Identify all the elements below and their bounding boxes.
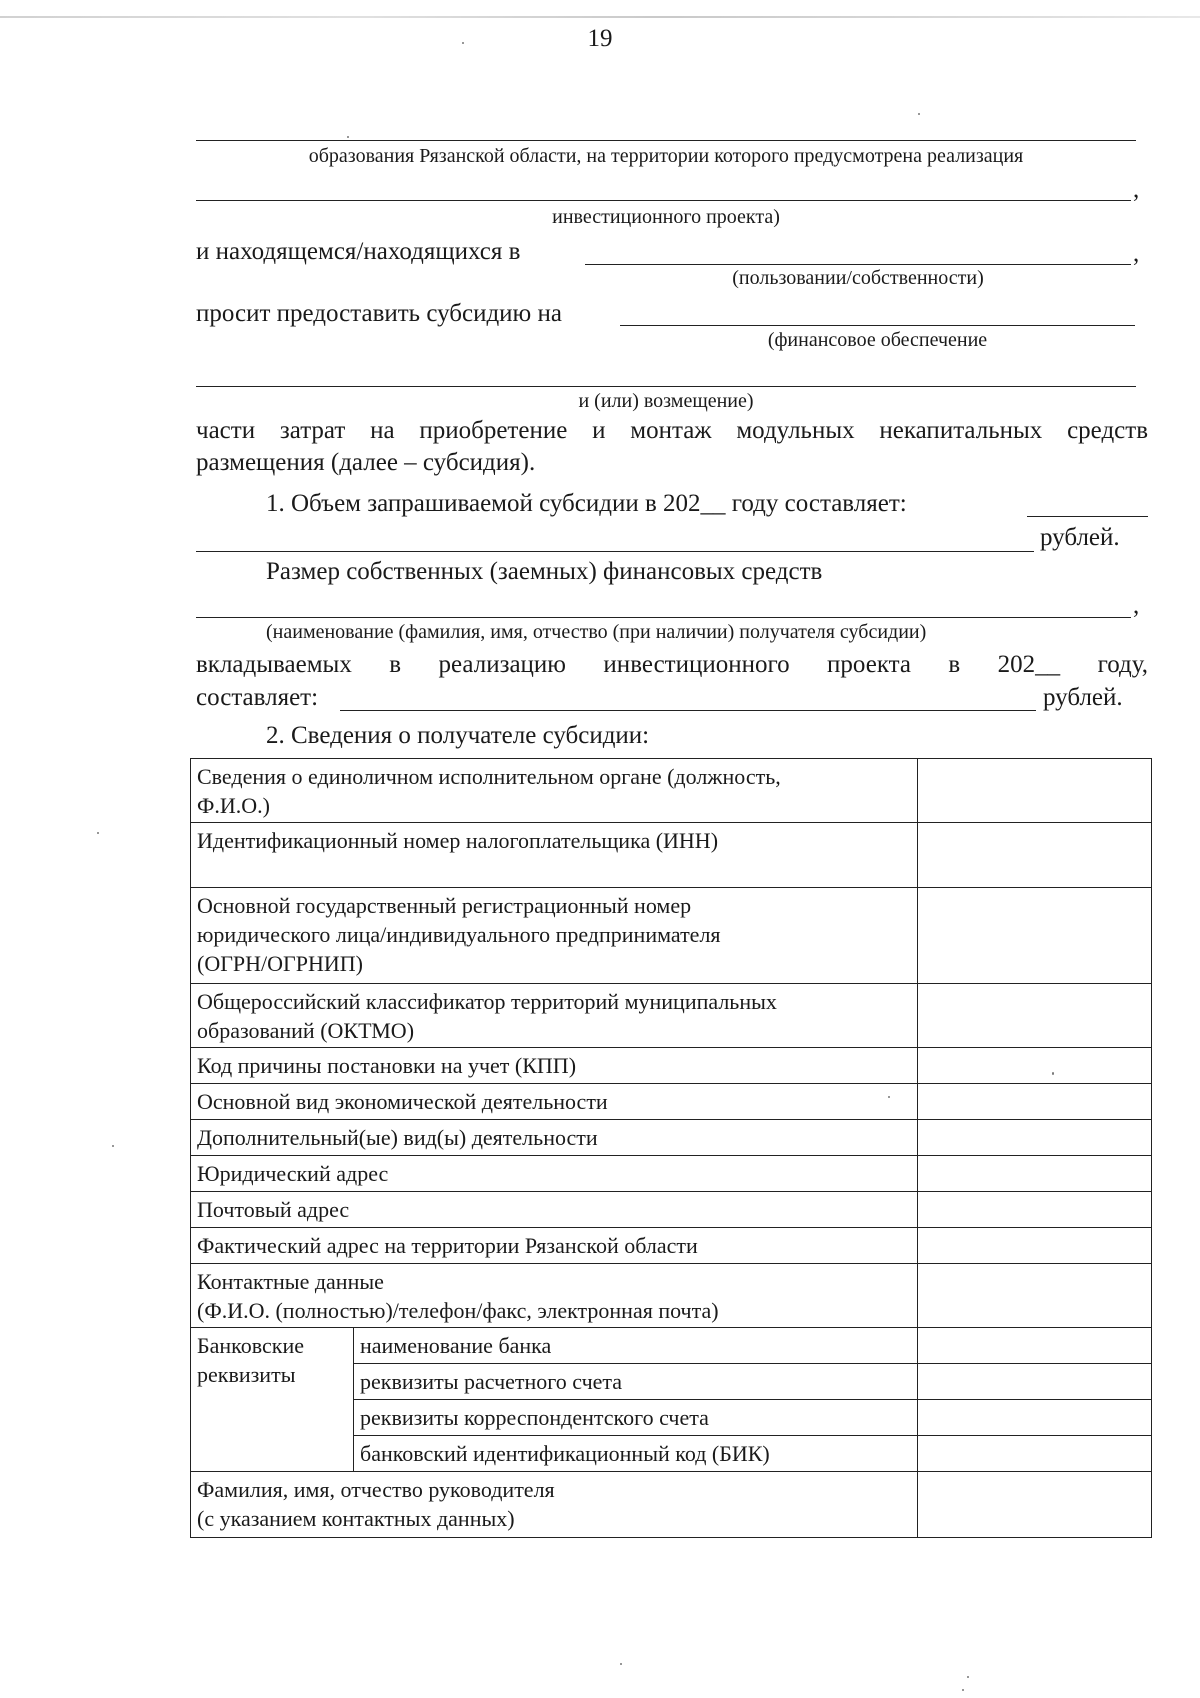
scan-speck: [462, 42, 464, 44]
value-cell[interactable]: [918, 1400, 1152, 1436]
value-cell[interactable]: [918, 1156, 1152, 1192]
table-row: [191, 1228, 1152, 1264]
row-label: Фамилия, имя, отчество руководителя (с указанием контактных данных): [191, 1472, 918, 1538]
section2-title: 2. Сведения о получателе субсидии:: [266, 722, 650, 749]
row-label: Юридический адрес: [191, 1156, 918, 1192]
value-cell[interactable]: [918, 1436, 1152, 1472]
located-label: и находящемся/находящихся в: [196, 238, 521, 265]
caption-municipality: образования Рязанской области, на территории которого предусмотрена реализация: [308, 145, 1024, 167]
table-row: [191, 1192, 1152, 1228]
blank-line: [196, 617, 1131, 618]
value-cell[interactable]: [918, 1048, 1152, 1084]
blank-line: [1027, 516, 1148, 517]
bank-item-label: банковский идентификационный код (БИК): [354, 1436, 918, 1472]
value-cell[interactable]: [918, 1264, 1152, 1328]
scan-speck: [347, 136, 349, 138]
table-row: [191, 1120, 1152, 1156]
line-end-comma: ,: [1133, 240, 1140, 267]
bank-item-label: реквизиты расчетного счета: [354, 1364, 918, 1400]
blank-line: [196, 140, 1136, 141]
scan-speck: [918, 113, 920, 115]
bank-item-label: реквизиты корреспондентского счета: [354, 1400, 918, 1436]
paragraph-line: части затрат на приобретение и монтаж модульных некапитальных средств: [196, 417, 1148, 444]
blank-line: [196, 200, 1131, 201]
line-end-comma: ,: [1133, 592, 1140, 619]
recipient-info-table: [190, 758, 1152, 1538]
table-row: [191, 1156, 1152, 1192]
caption-use-ownership: (пользовании/собственности): [732, 267, 984, 289]
scan-speck: [97, 832, 99, 834]
request-label: просит предоставить субсидию на: [196, 300, 562, 327]
row-label: Основной вид экономической деятельности: [191, 1084, 918, 1120]
amount-label: составляет:: [196, 684, 319, 711]
scan-speck: [112, 1145, 114, 1147]
scan-speck: [620, 1663, 622, 1665]
table-row: [191, 823, 1152, 888]
scan-edge: [0, 16, 1200, 18]
scan-speck: [888, 1096, 890, 1098]
rubles-label: рублей.: [1040, 524, 1120, 551]
value-cell[interactable]: [918, 1228, 1152, 1264]
page-number: 19: [587, 25, 613, 52]
table-row: [191, 1328, 1152, 1364]
caption-recipient-name: (наименование (фамилия, имя, отчество (при наличии) получателя субсидии): [266, 621, 927, 643]
blank-line: [340, 710, 1036, 711]
value-cell[interactable]: [918, 1084, 1152, 1120]
value-cell[interactable]: [918, 888, 1152, 984]
table-row: [191, 1048, 1152, 1084]
scan-speck: [967, 1676, 969, 1678]
caption-investment-project: инвестиционного проекта): [552, 206, 780, 228]
table-row: [191, 888, 1152, 984]
paragraph-line: вкладываемых в реализацию инвестиционного проекта в 202__ году,: [196, 651, 1148, 678]
row-label: Основной государственный регистрационный номер юридического лица/индивидуального предпринимателя (ОГРН/ОГРНИП): [191, 888, 918, 984]
table-row: [191, 1264, 1152, 1328]
caption-reimbursement: и (или) возмещение): [578, 390, 754, 412]
row-label: Контактные данные (Ф.И.О. (полностью)/телефон/факс, электронная почта): [191, 1264, 918, 1328]
row-label: Фактический адрес на территории Рязанской области: [191, 1228, 918, 1264]
blank-line: [196, 551, 1034, 552]
scan-speck: [1052, 1072, 1054, 1075]
row-label: Сведения о единоличном исполнительном органе (должность, Ф.И.О.): [191, 759, 918, 823]
bank-item-label: наименование банка: [354, 1328, 918, 1364]
blank-line: [585, 264, 1131, 265]
value-cell[interactable]: [918, 823, 1152, 888]
value-cell[interactable]: [918, 759, 1152, 823]
table-row: [191, 984, 1152, 1048]
value-cell[interactable]: [918, 1472, 1152, 1538]
blank-line: [620, 325, 1135, 326]
table-row: [191, 1084, 1152, 1120]
table-row: [191, 759, 1152, 823]
value-cell[interactable]: [918, 1120, 1152, 1156]
subsidy-amount-label: 1. Объем запрашиваемой субсидии в 202__ году составляет:: [266, 490, 907, 517]
rubles-label: рублей.: [1043, 684, 1123, 711]
caption-financial-support: (финансовое обеспечение: [767, 329, 988, 351]
row-label: Код причины постановки на учет (КПП): [191, 1048, 918, 1084]
paragraph-line: размещения (далее – субсидия).: [196, 449, 536, 476]
blank-line: [196, 386, 1136, 387]
bank-details-label: Банковские реквизиты: [191, 1328, 354, 1472]
row-label: Почтовый адрес: [191, 1192, 918, 1228]
scan-speck: [962, 1689, 964, 1691]
table-row: [191, 1472, 1152, 1538]
value-cell[interactable]: [918, 1364, 1152, 1400]
value-cell[interactable]: [918, 984, 1152, 1048]
line-end-comma: ,: [1133, 176, 1140, 203]
value-cell[interactable]: [918, 1192, 1152, 1228]
row-label: Общероссийский классификатор территорий муниципальных образований (ОКТМО): [191, 984, 918, 1048]
own-funds-label: Размер собственных (заемных) финансовых средств: [266, 558, 823, 585]
row-label: Дополнительный(ые) вид(ы) деятельности: [191, 1120, 918, 1156]
value-cell[interactable]: [918, 1328, 1152, 1364]
row-label: Идентификационный номер налогоплательщика (ИНН): [191, 823, 918, 888]
